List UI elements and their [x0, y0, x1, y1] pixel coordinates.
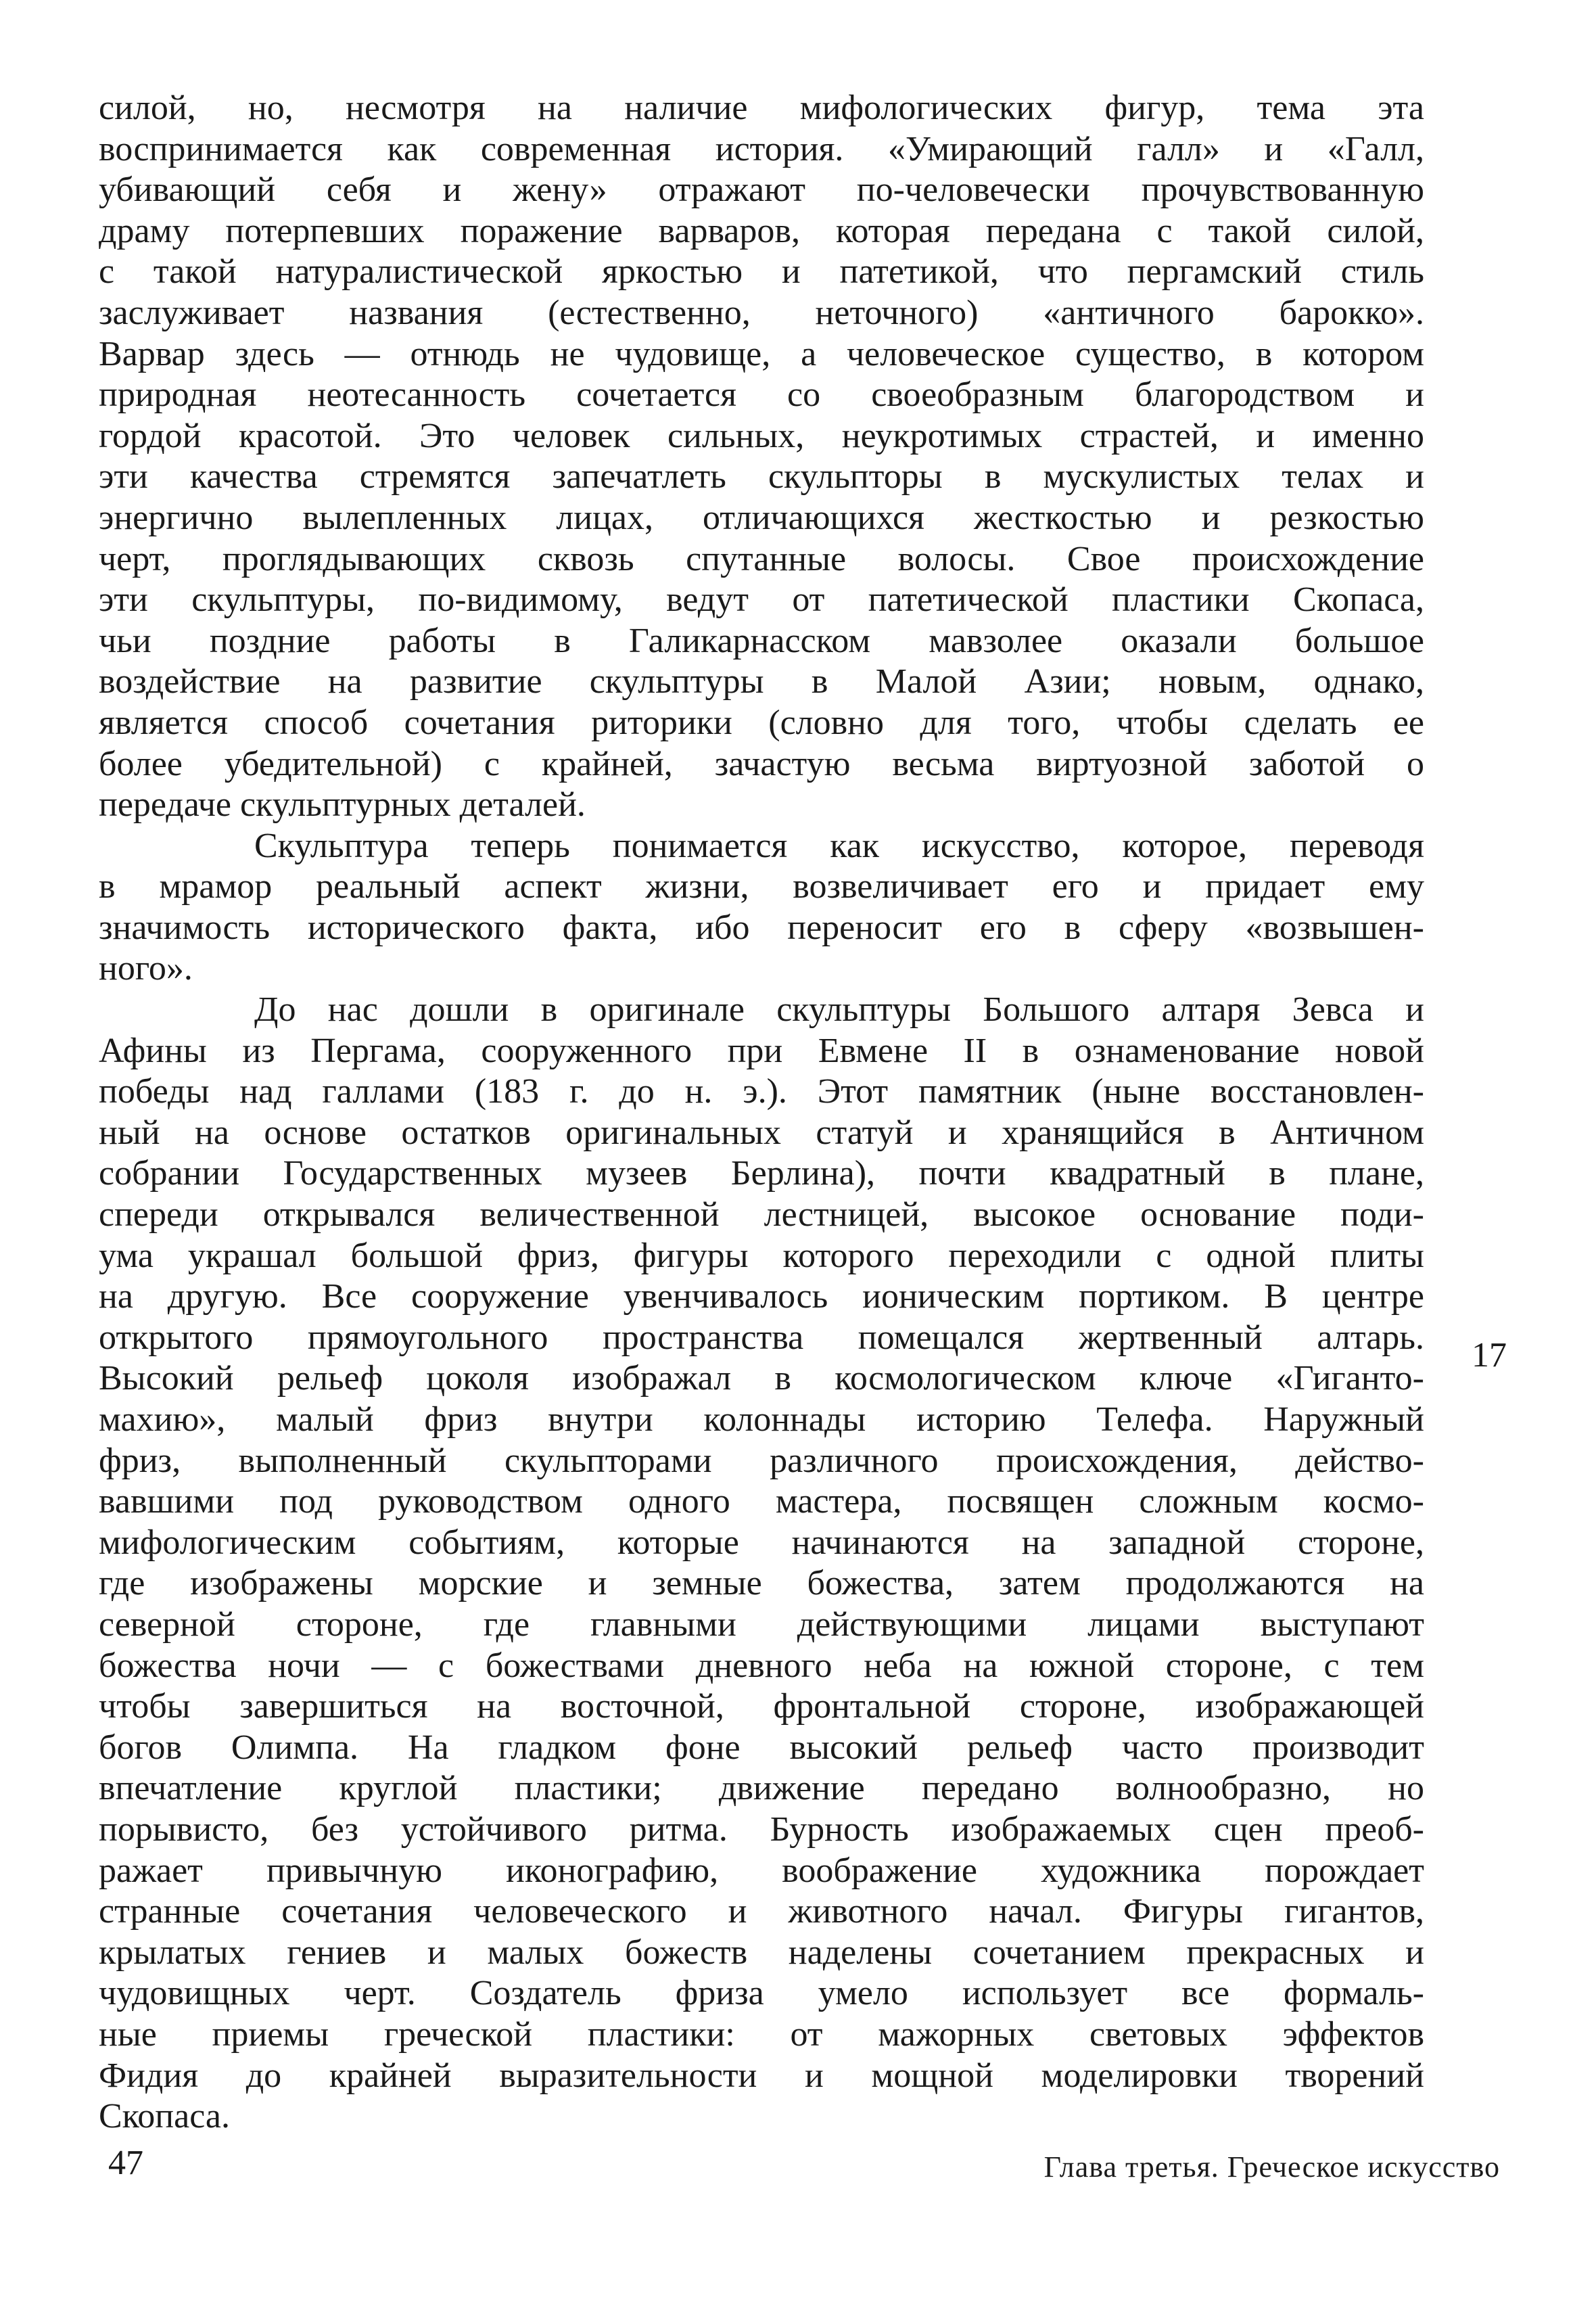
- text-line: ный на основе остатков оригинальных статуй и хранящийся в Античном: [99, 1113, 1424, 1152]
- text-line: ума украшал большой фриз, фигуры которого переходили с одной плиты: [99, 1236, 1424, 1275]
- text-line: эти качества стремятся запечатлеть скульпторы в мускулистых телах и: [99, 457, 1424, 497]
- text-line: черт, проглядывающих сквозь спутанные волосы. Свое происхождение: [99, 539, 1424, 578]
- text-line: Афины из Пергама, сооруженного при Евмене II в ознаменование новой: [99, 1031, 1424, 1070]
- text-line: ного».: [99, 949, 193, 988]
- text-line: воспринимается как современная история. «Умирающий галл» и «Галл,: [99, 129, 1424, 168]
- text-line: гордой красотой. Это человек сильных, неукротимых страстей, и именно: [99, 416, 1424, 455]
- text-line: более убедительной) с крайней, зачастую весьма виртуозной заботой о: [99, 744, 1424, 783]
- text-line: с такой натуралистической яркостью и патетикой, что пергамский стиль: [99, 252, 1424, 292]
- text-line: фриз, выполненный скульпторами различного происхождения, действо-: [99, 1441, 1424, 1480]
- text-line: убивающий себя и жену» отражают по-человечески прочувствованную: [99, 170, 1424, 210]
- text-line: значимость исторического факта, ибо переносит его в сферу «возвышен-: [99, 908, 1424, 947]
- body-text: [99, 88, 1424, 2138]
- text-line: природная неотесанность сочетается со своеобразным благородством и: [99, 375, 1424, 415]
- text-line: воздействие на развитие скульптуры в Малой Азии; новым, однако,: [99, 662, 1424, 701]
- text-line: победы над галлами (183 г. до н. э.). Этот памятник (ныне восстановлен-: [99, 1072, 1424, 1111]
- text-line: странные сочетания человеческого и животного начал. Фигуры гигантов,: [99, 1892, 1424, 1931]
- text-line: божества ночи — с божествами дневного неба на южной стороне, с тем: [99, 1646, 1424, 1685]
- text-line: спереди открывался величественной лестницей, высокое основание поди-: [99, 1195, 1424, 1234]
- text-line: ражает привычную иконографию, воображение художника порождает: [99, 1851, 1424, 1890]
- text-line: мифологическим событиям, которые начинаются на западной стороне,: [99, 1523, 1424, 1562]
- text-line: богов Олимпа. На гладком фоне высокий рельеф часто производит: [99, 1728, 1424, 1767]
- running-footer-title: Глава третья. Греческое искусство: [1043, 2150, 1500, 2184]
- text-line: северной стороне, где главными действующими лицами выступают: [99, 1605, 1424, 1644]
- text-line: энергично вылепленных лицах, отличающихся жесткостью и резкостью: [99, 498, 1424, 537]
- text-line: ные приемы греческой пластики: от мажорных световых эффектов: [99, 2014, 1424, 2054]
- text-line: в мрамор реальный аспект жизни, возвеличивает его и придает ему: [99, 867, 1424, 906]
- text-line: на другую. Все сооружение увенчивалось ионическим портиком. В центре: [99, 1277, 1424, 1316]
- text-line: собрании Государственных музеев Берлина), почти квадратный в плане,: [99, 1154, 1424, 1193]
- text-line: Скопаса.: [99, 2097, 231, 2136]
- text-line: крылатых гениев и малых божеств наделены сочетанием прекрасных и: [99, 1933, 1424, 1972]
- text-line: чьи поздние работы в Галикарнасском мавзолее оказали большое: [99, 621, 1424, 660]
- text-line: Варвар здесь — отнюдь не чудовище, а человеческое существо, в котором: [99, 334, 1424, 373]
- paragraph-start-line: До нас дошли в оригинале скульптуры Большого алтаря Зевса и: [254, 990, 1424, 1030]
- illustration-reference-number: 17: [1472, 1336, 1507, 1375]
- text-line: вавшими под руководством одного мастера, посвящен сложным космо-: [99, 1482, 1424, 1521]
- text-line: открытого прямоугольного пространства помещался жертвенный алтарь.: [99, 1318, 1424, 1357]
- text-line: силой, но, несмотря на наличие мифологических фигур, тема эта: [99, 89, 1424, 127]
- text-line: Фидия до крайней выразительности и мощной моделировки творений: [99, 2056, 1424, 2095]
- text-line: впечатление круглой пластики; движение передано волнообразно, но: [99, 1769, 1424, 1808]
- text-line: заслуживает названия (естественно, неточного) «античного барокко».: [99, 293, 1424, 332]
- text-line: чудовищных черт. Создатель фриза умело использует все формаль-: [99, 1974, 1424, 2013]
- text-line: передаче скульптурных деталей.: [99, 785, 586, 825]
- text-line: чтобы завершиться на восточной, фронтальной стороне, изображающей: [99, 1687, 1424, 1726]
- text-line: эти скульптуры, по-видимому, ведут от патетической пластики Скопаса,: [99, 580, 1424, 620]
- paragraph-start-line: Скульптура теперь понимается как искусство, которое, переводя: [254, 826, 1424, 865]
- text-line: Высокий рельеф цоколя изображал в космологическом ключе «Гиганто-: [99, 1359, 1424, 1398]
- page-number: 47: [108, 2144, 143, 2182]
- text-line: является способ сочетания риторики (словно для того, чтобы сделать ее: [99, 703, 1424, 742]
- text-line: драму потерпевших поражение варваров, которая передана с такой силой,: [99, 211, 1424, 250]
- text-line: где изображены морские и земные божества, затем продолжаются на: [99, 1564, 1424, 1603]
- text-line: порывисто, без устойчивого ритма. Бурность изображаемых сцен преоб-: [99, 1809, 1424, 1849]
- text-line: махию», малый фриз внутри колоннады историю Телефа. Наружный: [99, 1400, 1424, 1439]
